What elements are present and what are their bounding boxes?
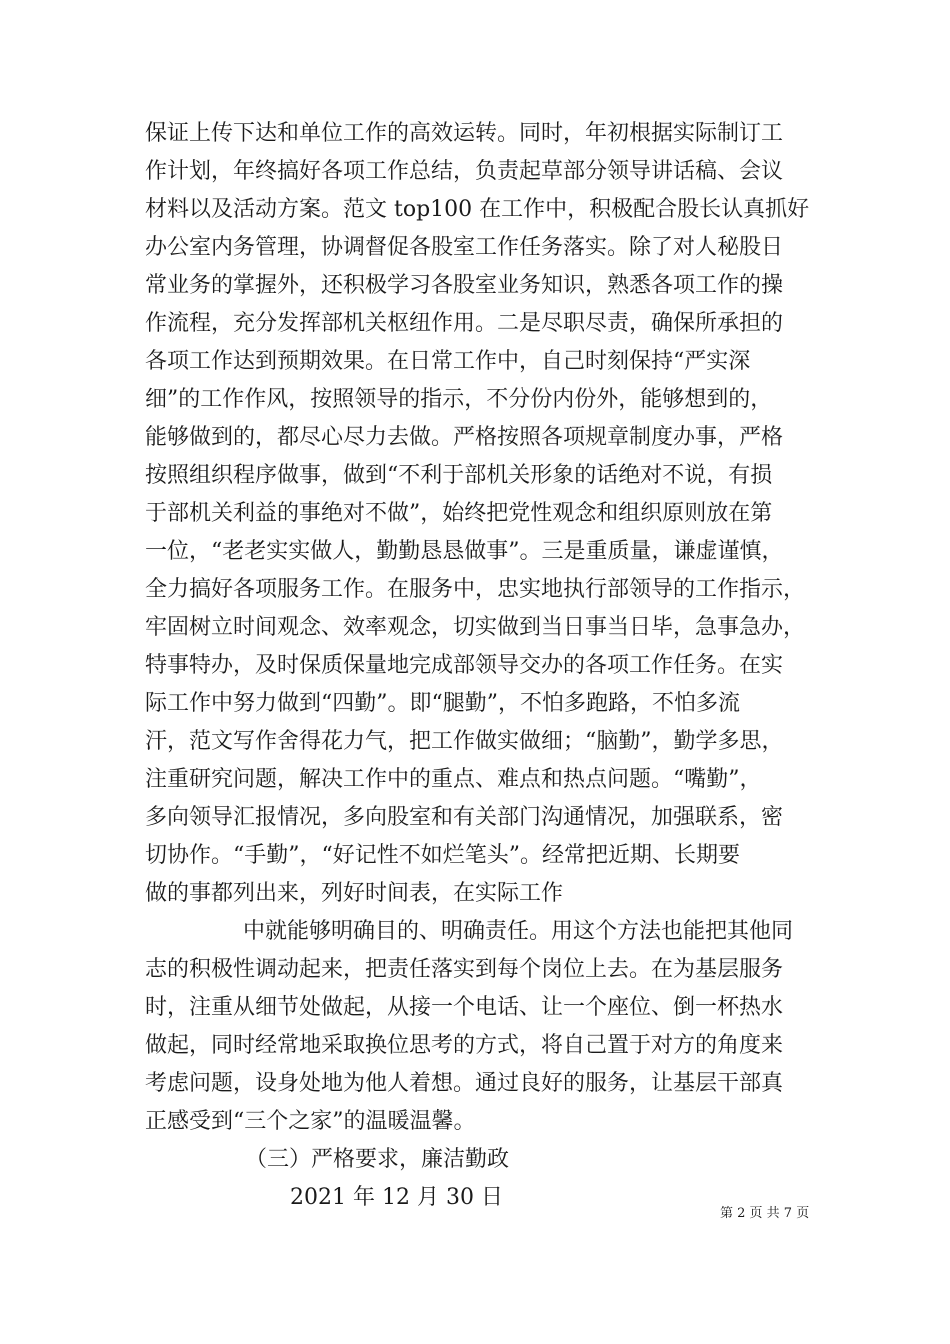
paragraph-line: 细”的工作作风，按照领导的指示，不分份内份外，能够想到的， <box>145 387 773 412</box>
paragraph-line: 切协作。“手勤”，“好记性不如烂笔头”。经常把近期、长期要 <box>145 843 740 868</box>
document-date: 2021 年 12 月 30 日 <box>290 1185 503 1210</box>
paragraph-line: 做的事都列出来，列好时间表，在实际工作 <box>145 881 564 906</box>
paragraph-line: 多向领导汇报情况，多向股室和有关部门沟通情况，加强联系，密 <box>145 805 784 830</box>
paragraph-line: 能够做到的，都尽心尽力去做。严格按照各项规章制度办事，严格 <box>145 425 784 450</box>
paragraph-line: 保证上传下达和单位工作的高效运转。同时，年初根据实际制订工 <box>145 121 784 146</box>
paragraph-line: 常业务的掌握外，还积极学习各股室业务知识，熟悉各项工作的操 <box>145 273 784 298</box>
paragraph-line: 汗，范文写作舍得花力气，把工作做实做细；“脑勤”，勤学多思， <box>145 729 784 754</box>
paragraph-line: 按照组织程序做事，做到“不利于部机关形象的话绝对不说，有损 <box>145 463 773 488</box>
paragraph-line: 全力搞好各项服务工作。在服务中，忠实地执行部领导的工作指示， <box>145 577 806 602</box>
paragraph-line: 作流程，充分发挥部机关枢纽作用。二是尽职尽责，确保所承担的 <box>145 311 784 336</box>
paragraph-line: 各项工作达到预期效果。在日常工作中，自己时刻保持“严实深 <box>145 349 751 374</box>
paragraph-line: 志的积极性调动起来，把责任落实到每个岗位上去。在为基层服务 <box>145 957 784 982</box>
paragraph-line: 特事特办，及时保质保量地完成部领导交办的各项工作任务。在实 <box>145 653 784 678</box>
paragraph-line: 做起，同时经常地采取换位思考的方式，将自己置于对方的角度来 <box>145 1033 784 1058</box>
paragraph-line: 作计划，年终搞好各项工作总结，负责起草部分领导讲话稿、会议 <box>145 159 784 184</box>
paragraph-line: 材料以及活动方案。范文 top100 在工作中，积极配合股长认真抓好 <box>145 197 810 222</box>
paragraph-line: 注重研究问题，解决工作中的重点、难点和热点问题。“嘴勤”， <box>145 767 762 792</box>
paragraph-line: 际工作中努力做到“四勤”。即“腿勤”，不怕多跑路，不怕多流 <box>145 691 740 716</box>
page-indicator: 第 2 页 共 7 页 <box>720 1206 810 1221</box>
paragraph-line: 考虑问题，设身处地为他人着想。通过良好的服务，让基层干部真 <box>145 1071 784 1096</box>
paragraph-line: 时，注重从细节处做起，从接一个电话、让一个座位、倒一杯热水 <box>145 995 784 1020</box>
paragraph-line: 于部机关利益的事绝对不做”，始终把党性观念和组织原则放在第 <box>145 501 773 526</box>
paragraph-line: 中就能够明确目的、明确责任。用这个方法也能把其他同 <box>243 919 794 944</box>
paragraph-line: 一位，“老老实实做人，勤勤恳恳做事”。三是重质量，谦虚谨慎， <box>145 539 784 564</box>
paragraph-line: 牢固树立时间观念、效率观念，切实做到当日事当日毕，急事急办， <box>145 615 806 640</box>
paragraph-line: 办公室内务管理，协调督促各股室工作任务落实。除了对人秘股日 <box>145 235 784 260</box>
section-heading: （三）严格要求，廉洁勤政 <box>245 1147 510 1172</box>
paragraph-line: 正感受到“三个之家”的温暖温馨。 <box>145 1109 476 1134</box>
